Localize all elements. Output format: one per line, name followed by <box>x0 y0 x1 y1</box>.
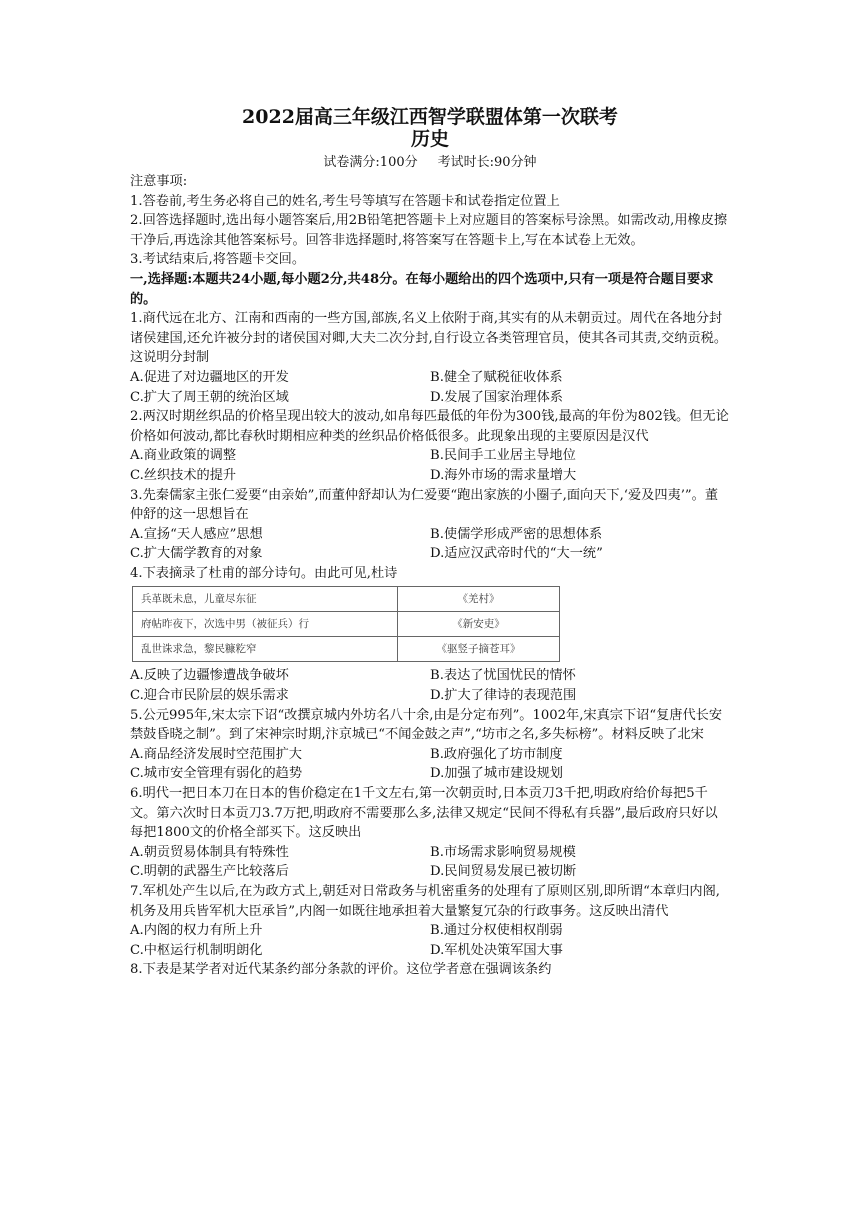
option-list <box>130 446 730 485</box>
option: A.反映了边疆惨遭战争破坏 <box>130 668 289 684</box>
poem-title: 《驱竖子摘苍耳》 <box>398 637 560 662</box>
duration: 考试时长:90分钟 <box>437 155 537 170</box>
option: A.内阁的权力有所上升 <box>130 923 263 939</box>
option: C.丝织技术的提升 <box>130 467 237 483</box>
option: D.发展了国家治理体系 <box>430 389 563 405</box>
option: B.政府强化了坊市制度 <box>430 746 563 762</box>
poem-line: 府帖昨夜下，次选中男（被征兵）行 <box>133 612 398 637</box>
exam-meta <box>130 153 730 172</box>
option: C.扩大了周王朝的统治区域 <box>130 389 289 405</box>
option: D.海外市场的需求量增大 <box>430 467 577 483</box>
poem-title: 《新安吏》 <box>398 612 560 637</box>
option: A.商业政策的调整 <box>130 448 237 464</box>
option: C.中枢运行机制明朗化 <box>130 942 263 958</box>
table-row <box>133 612 560 637</box>
option: D.适应汉武帝时代的“大一统” <box>430 546 603 562</box>
note-item: 3.考试结束后,将答题卡交回。 <box>130 252 306 268</box>
section-heading: 一,选择题:本题共24小题,每小题2分,共48分。在每小题给出的四个选项中,只有一项是符合题目要求的。 <box>130 271 714 307</box>
question-stem: 4.下表摘录了杜甫的部分诗句。由此可见,杜诗 <box>130 565 398 581</box>
option-list <box>130 525 730 564</box>
note-item: 2.回答选择题时,选出每小题答案后,用2B铅笔把答题卡上对应题目的答案标号涂黑。如需改动,用橡皮擦干净后,再选涂其他答案标号。回答非选择题时,将答案写在答题卡上,写在本试卷上无效。 <box>130 213 728 248</box>
question-stem: 1.商代远在北方、江南和西南的一些方国,部族,名义上依附于商,其实有的从未朝贡过。周代在各地分封诸侯建国,还允许被分封的诸侯国对卿,大夫二次分封,自行设立各类管理官员，使其各司其责,交纳贡税。这说明分封制 <box>130 311 728 366</box>
option: D.加强了城市建设规划 <box>430 766 563 782</box>
option: B.通过分权使相权削弱 <box>430 923 563 939</box>
option-list <box>130 745 730 784</box>
note-item: 1.答卷前,考生务必将自己的姓名,考生号等填写在答题卡和试卷指定位置上 <box>130 193 560 209</box>
option-list <box>130 843 730 882</box>
option: A.宣扬“天人感应”思想 <box>130 526 263 542</box>
option: B.健全了赋税征收体系 <box>430 369 563 385</box>
poem-title: 《羌村》 <box>398 587 560 612</box>
question-stem: 3.先秦儒家主张仁爱要“由亲始”,而董仲舒却认为仁爱要“跑出家族的小圈子,面向天下,‘爱及四夷’”。董仲舒的这一思想旨在 <box>130 487 719 523</box>
option-list <box>130 666 730 705</box>
exam-title: 2022届高三年级江西智学联盟体第一次联考 <box>242 106 618 128</box>
question-stem: 8.下表是某学者对近代某条约部分条款的评价。这位学者意在强调该条约 <box>130 962 552 978</box>
full-score: 试卷满分:100分 <box>323 155 418 170</box>
option: B.市场需求影响贸易规模 <box>430 844 576 860</box>
option: C.城市安全管理有弱化的趋势 <box>130 766 303 782</box>
option-list <box>130 921 730 960</box>
option: B.民间手工业居主导地位 <box>430 448 576 464</box>
question-stem: 5.公元995年,宋太宗下诏“改撰京城内外坊名八十余,由是分定布列”。1002年,宋真宗下诏“复唐代长安禁鼓昏晓之制”。到了宋神宗时期,汴京城已“不闻金鼓之声”,“坊市之名,多失标榜”。材料反映了北宋 <box>130 707 723 743</box>
question-stem: 2.两汉时期丝织品的价格呈现出较大的波动,如帛每匹最低的年份为300钱,最高的年份为802钱。但无论价格如何波动,都比春秋时期相应种类的丝织品价格低很多。此现象出现的主要原因是汉代 <box>130 409 729 444</box>
option: A.朝贡贸易体制具有特殊性 <box>130 844 289 860</box>
option: C.扩大儒学教育的对象 <box>130 546 263 562</box>
exam-page <box>130 100 730 980</box>
option: D.扩大了律诗的表现范围 <box>430 688 577 704</box>
poem-line: 兵革既未息，儿童尽东征 <box>133 587 398 612</box>
option: B.使儒学形成严密的思想体系 <box>430 526 603 542</box>
question-stem: 7.军机处产生以后,在为政方式上,朝廷对日常政务与机密重务的处理有了原则区别,即所谓“本章归内阁,机务及用兵皆军机大臣承旨”,内阁一如既往地承担着大量繁复冗杂的行政事务。这反映出清代 <box>130 884 720 919</box>
subject-title: 历史 <box>410 128 449 150</box>
option-list <box>130 368 730 407</box>
option: B.表达了忧国忧民的情怀 <box>430 668 576 684</box>
table-row <box>133 587 560 612</box>
poem-table <box>132 586 560 662</box>
question-stem: 6.明代一把日本刀在日本的售价稳定在1千文左右,第一次朝贡时,日本贡刀3千把,明政府给价每把5千文。第六次时日本贡刀3.7万把,明政府不需要那么多,法律又规定“民间不得私有兵器”,最后政府只好以每把1800文的价格全部买下。这反映出 <box>130 786 718 841</box>
option: C.迎合市民阶层的娱乐需求 <box>130 688 289 704</box>
option: D.军机处决策军国大事 <box>430 942 563 958</box>
option: A.商品经济发展时空范围扩大 <box>130 746 302 762</box>
table-row <box>133 637 560 662</box>
notes-heading: 注意事项: <box>130 174 188 189</box>
option: D.民间贸易发展已被切断 <box>430 864 577 880</box>
poem-line: 乱世诛求急，黎民糠籺窄 <box>133 637 398 662</box>
option: A.促进了对边疆地区的开发 <box>130 369 289 385</box>
option: C.明朝的武器生产比较落后 <box>130 864 289 880</box>
